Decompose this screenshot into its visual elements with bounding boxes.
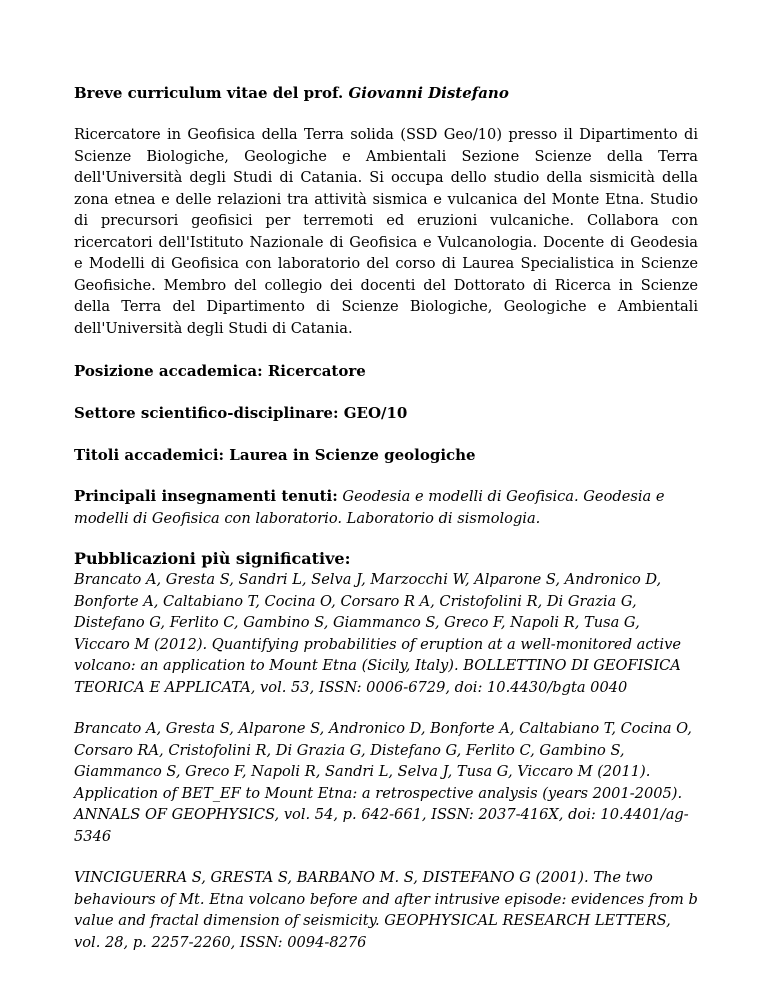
scientific-sector-text: Settore scientifico-disciplinare: GEO/10 xyxy=(74,404,408,422)
main-teaching xyxy=(74,486,698,529)
scientific-sector xyxy=(74,402,698,424)
cv-heading xyxy=(74,82,698,104)
academic-titles xyxy=(74,444,698,466)
publication-item: Brancato A, Gresta S, Alparone S, Andronico D, Bonforte A, Caltabiano T, Cocina O, Corsaro RA, Cristofolini R, Di Grazia G, Distefano G, Ferlito C, Gambino S, Giammanco S, Greco F, Napoli R, Sandri L, Selva J, Tusa G, Viccaro M (2011). Application of BET_EF to Mount Etna: a retrospective analysis (years 2001-2005). ANNALS OF GEOPHYSICS, vol. 54, p. 642-661, ISSN: 2037-416X, doi: 10.4401/ag-5346 xyxy=(74,720,692,845)
bio-paragraph: Ricercatore in Geofisica della Terra solida (SSD Geo/10) presso il Dipartimento di Scienze Biologiche, Geologiche e Ambientali Sezione Scienze della Terra dell'Università degli Studi di Catania. Si occupa dello studio della sismicità della zona etnea e delle relazioni tra attività sismica e vulcanica del Monte Etna. Studio di precursori geofisici per terremoti ed eruzioni vulcaniche. Collabora con ricercatori dell'Istituto Nazionale di Geofisica e Vulcanologia. Docente di Geodesia e Modelli di Geofisica con laboratorio del corso di Laurea Specialistica in Scienze Geofisiche. Membro del collegio dei docenti del Dottorato di Ricerca in Scienze della Terra del Dipartimento di Scienze Biologiche, Geologiche e Ambientali dell'Università degli Studi di Catania. xyxy=(74,126,698,337)
cv-heading-prefix: Breve curriculum vitae del prof. xyxy=(74,84,349,102)
academic-titles-text: Titoli accademici: Laurea in Scienze geologiche xyxy=(74,446,476,464)
publication-item: Brancato A, Gresta S, Sandri L, Selva J, Marzocchi W, Alparone S, Andronico D, Bonforte A, Caltabiano T, Cocina O, Corsaro R A, Cristofolini R, Di Grazia G, Distefano G, Ferlito C, Gambino S, Giammanco S, Greco F, Napoli R, Tusa G, Viccaro M (2012). Quantifying probabilities of eruption at a well-monitored active volcano: an application to Mount Etna (Sicily, Italy). BOLLETTINO DI GEOFISICA TEORICA E APPLICATA, vol. 53, ISSN: 0006-6729, doi: 10.4430/bgta 0040 xyxy=(74,571,681,696)
publication-item: VINCIGUERRA S, GRESTA S, BARBANO M. S, DISTEFANO G (2001). The two behaviours of Mt. Etna volcano before and after intrusive episode: evidences from b value and fractal dimension of seismicity. GEOPHYSICAL RESEARCH LETTERS, vol. 28, p. 2257-2260, ISSN: 0094-8276 xyxy=(74,869,698,951)
main-teaching-label: Principali insegnamenti tenuti: xyxy=(74,487,338,505)
cv-heading-name: Giovanni Distefano xyxy=(348,84,509,102)
publications-title: Pubblicazioni più significative: xyxy=(74,549,351,568)
academic-position xyxy=(74,360,698,382)
main-teaching-value: Geodesia e modelli di Geofisica. Geodesia e modelli di Geofisica con laboratorio. Laboratorio di sismologia. xyxy=(74,488,665,527)
academic-position-text: Posizione accademica: Ricercatore xyxy=(74,362,366,380)
